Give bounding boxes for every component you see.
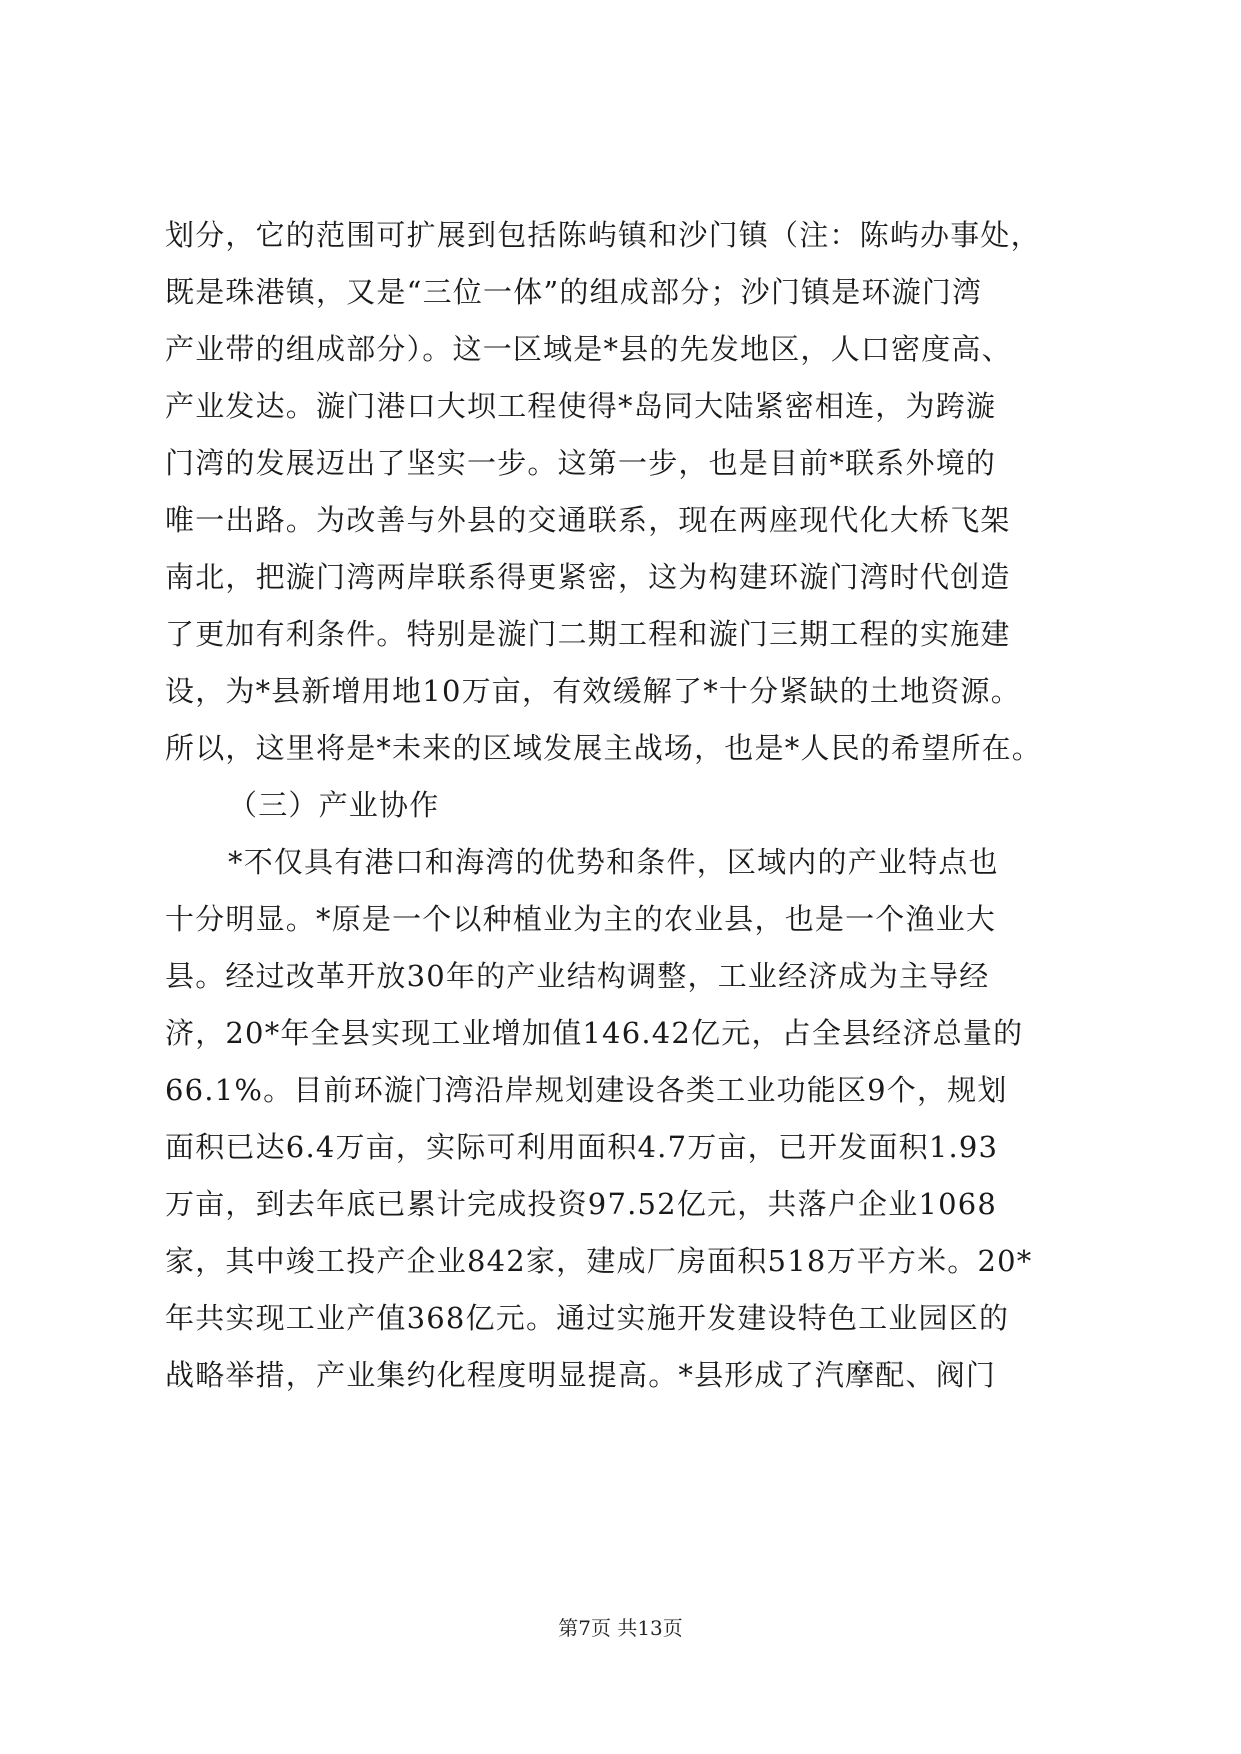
text-line: 唯一出路。为改善与外县的交通联系，现在两座现代化大桥飞架 [165,503,1011,537]
text-line: 面积已达6.4万亩，实际可利用面积4.7万亩，已开发面积1.93 [165,1130,999,1164]
text-line: 家，其中竣工投产企业842家，建成厂房面积518万平方米。20* [165,1244,1033,1278]
text-line: 产业发达。漩门港口大坝工程使得*岛同大陆紧密相连，为跨漩 [165,389,997,423]
text-line: 万亩，到去年底已累计完成投资97.52亿元，共落户企业1068 [165,1187,998,1221]
text-line: 战略举措，产业集约化程度明显提高。*县形成了汽摩配、阀门 [165,1358,997,1392]
text-line: 产业带的组成部分）。这一区域是*县的先发地区，人口密度高、 [165,332,1012,366]
text-line: 既是珠港镇，又是“三位一体”的组成部分；沙门镇是环漩门湾 [165,275,983,309]
page-footer [0,1612,1241,1641]
text-line: 南北，把漩门湾两岸联系得更紧密，这为构建环漩门湾时代创造 [165,560,1011,594]
text-line: 66.1%。目前环漩门湾沿岸规划建设各类工业功能区9个，规划 [165,1073,1008,1107]
text-line: 门湾的发展迈出了坚实一步。这第一步，也是目前*联系外境的 [165,446,997,480]
text-line: 十分明显。*原是一个以种植业为主的农业县，也是一个渔业大 [165,902,997,936]
paragraph-first-line: *不仅具有港口和海湾的优势和条件，区域内的产业特点也 [228,845,999,879]
page-number: 第7页 共13页 [558,1616,683,1640]
text-line: 县。经过改革开放30年的产业结构调整，工业经济成为主导经 [165,959,990,993]
text-line: 济，20*年全县实现工业增加值146.42亿元，占全县经济总量的 [165,1016,1024,1050]
section-heading: （三）产业协作 [228,788,440,822]
text-line: 设，为*县新增用地10万亩，有效缓解了*十分紧缺的土地资源。 [165,674,1021,708]
document-body [165,207,1085,1404]
text-line: 划分，它的范围可扩展到包括陈屿镇和沙门镇（注：陈屿办事处， [165,218,1041,252]
text-line: 了更加有利条件。特别是漩门二期工程和漩门三期工程的实施建 [165,617,1011,651]
text-line: 年共实现工业产值368亿元。通过实施开发建设特色工业园区的 [165,1301,1010,1335]
text-line: 所以，这里将是*未来的区域发展主战场，也是*人民的希望所在。 [165,731,1043,765]
